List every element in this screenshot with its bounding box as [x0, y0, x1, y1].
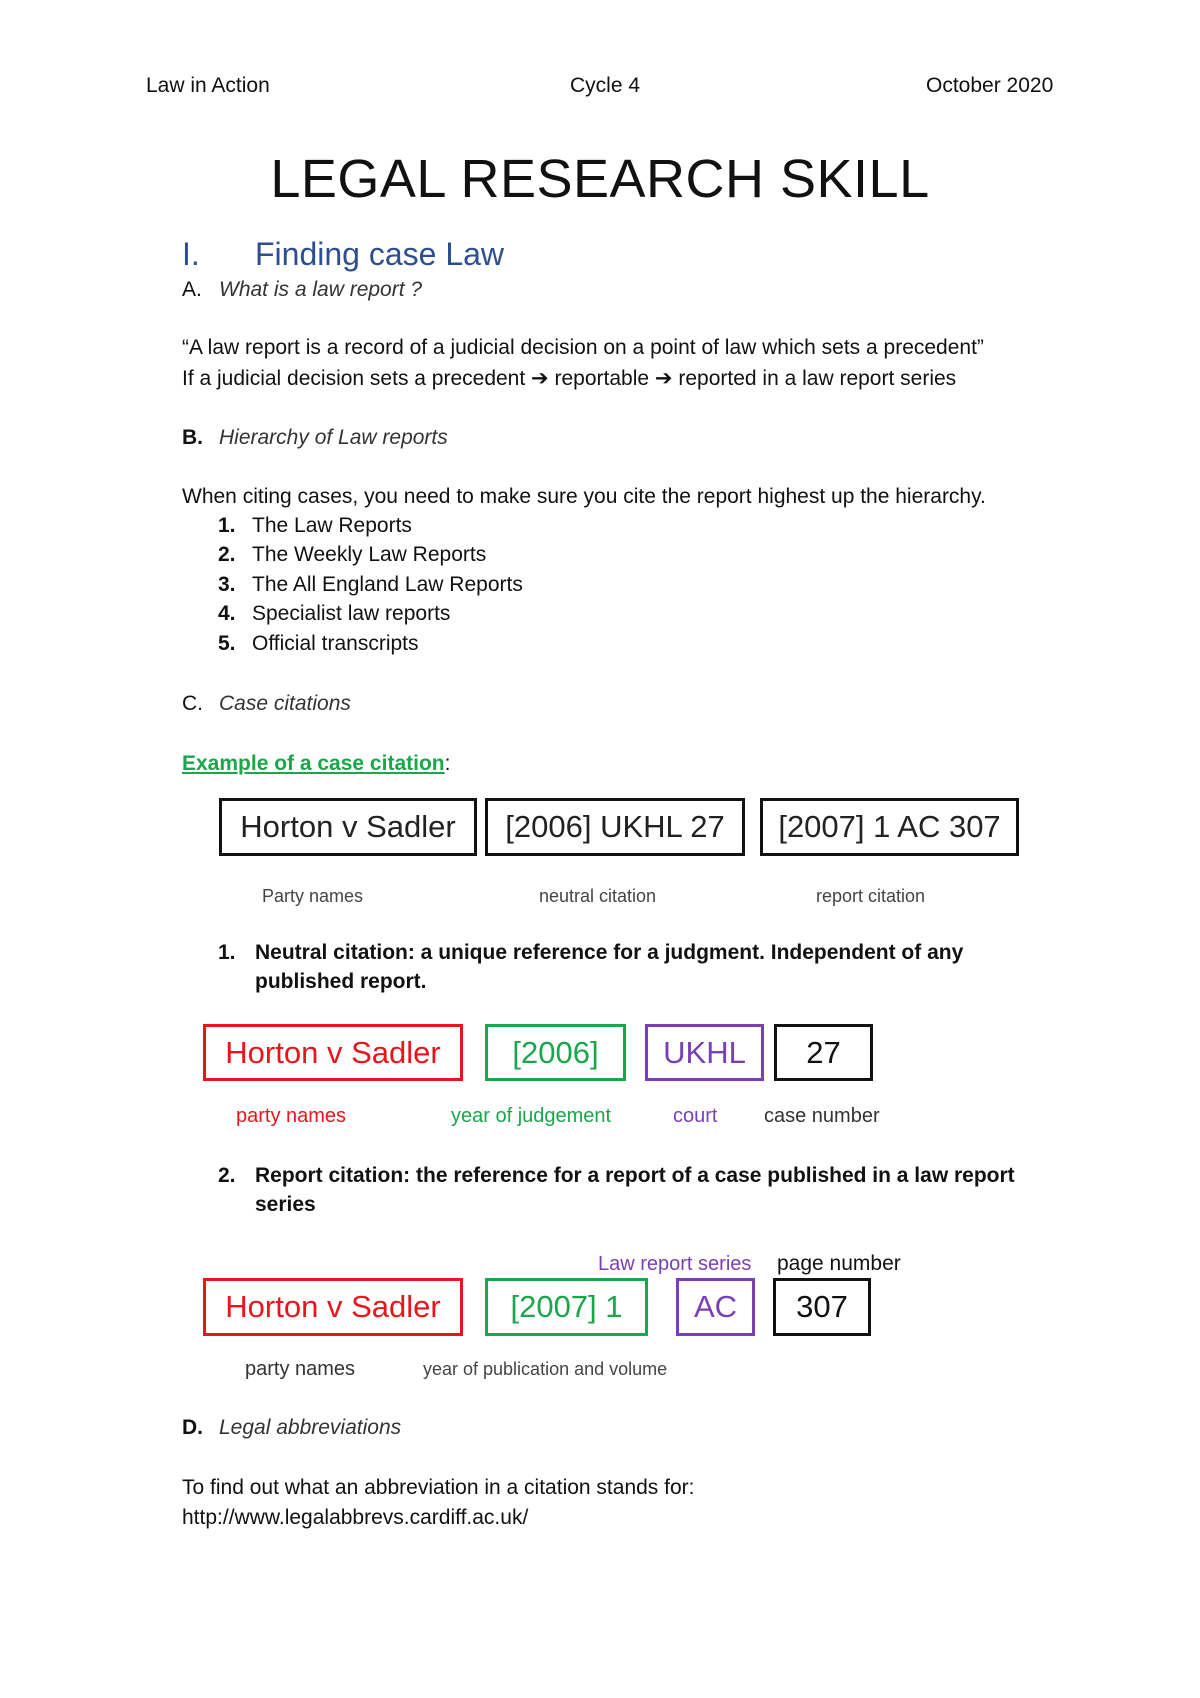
list-number: 4.	[218, 602, 236, 625]
neutral-party-names-box: Horton v Sadler	[203, 1024, 463, 1081]
neutral-court-box: UKHL	[645, 1024, 764, 1081]
arrow-icon: ➔	[531, 367, 549, 390]
hierarchy-item	[218, 602, 450, 626]
header-date: October 2020	[926, 74, 1054, 97]
subsection-d-heading: Legal abbreviations	[219, 1416, 402, 1439]
list-number: 3.	[218, 573, 236, 596]
flow-step-2: reportable	[554, 367, 650, 390]
subsection-a-heading: What is a law report ?	[219, 278, 423, 301]
abbreviation-link[interactable]: http://www.legalabbrevs.cardiff.ac.uk/	[182, 1506, 529, 1529]
example-label-colon: :	[444, 752, 451, 775]
reportable-flow	[182, 366, 956, 391]
hierarchy-intro: When citing cases, you need to make sure you cite the report highest up the hierarchy.	[182, 485, 986, 508]
header-course: Law in Action	[146, 74, 270, 97]
neutral-citation-definition-cont: published report.	[255, 970, 427, 993]
arrow-icon: ➔	[654, 367, 673, 390]
subsection-b-heading: Hierarchy of Law reports	[219, 426, 448, 449]
flow-step-3: reported in a law report series	[678, 367, 957, 390]
example-label-text: Example of a case citation	[182, 752, 445, 775]
report-citation-definition-cont: series	[255, 1193, 316, 1216]
caption-party-names: party names	[245, 1358, 356, 1380]
neutral-citation-number: 1.	[218, 941, 236, 964]
hierarchy-item	[218, 573, 523, 597]
list-text: The All England Law Reports	[252, 573, 523, 596]
list-text: The Weekly Law Reports	[252, 543, 487, 566]
example-label	[182, 752, 450, 776]
page-title: LEGAL RESEARCH SKILL	[270, 149, 930, 209]
caption-party-names: party names	[236, 1105, 347, 1127]
hierarchy-item	[218, 514, 412, 538]
caption-neutral-citation: neutral citation	[539, 886, 657, 906]
caption-court: court	[673, 1105, 718, 1127]
report-party-names-box: Horton v Sadler	[203, 1278, 463, 1336]
subsection-d-letter: D.	[182, 1416, 203, 1439]
caption-year-of-publication: year of publication and volume	[423, 1359, 668, 1379]
subsection-a-letter: A.	[182, 278, 202, 301]
neutral-citation-definition: Neutral citation: a unique reference for a judgment. Independent of any	[255, 941, 964, 964]
section-heading: Finding case Law	[255, 236, 505, 272]
list-number: 1.	[218, 514, 236, 537]
example-report-citation-box: [2007] 1 AC 307	[760, 798, 1019, 856]
section-number: I.	[182, 236, 200, 272]
law-report-definition: “A law report is a record of a judicial decision on a point of law which sets a precedent”	[182, 336, 984, 359]
neutral-year-box: [2006]	[485, 1024, 626, 1081]
abbreviation-instructions: To find out what an abbreviation in a citation stands for:	[182, 1476, 695, 1499]
caption-report-citation: report citation	[816, 886, 926, 906]
subsection-c-letter: C.	[182, 692, 203, 715]
hierarchy-item	[218, 632, 419, 656]
caption-year-of-judgement: year of judgement	[451, 1105, 612, 1127]
list-text: Specialist law reports	[252, 602, 451, 625]
label-page-number: page number	[777, 1252, 901, 1275]
subsection-b-letter: B.	[182, 426, 203, 449]
report-citation-number: 2.	[218, 1164, 236, 1187]
report-citation-definition: Report citation: the reference for a report of a case published in a law report	[255, 1164, 1015, 1187]
hierarchy-item	[218, 543, 486, 567]
caption-party-names: Party names	[262, 886, 364, 906]
list-number: 5.	[218, 632, 236, 655]
list-text: Official transcripts	[252, 632, 419, 655]
subsection-c-heading: Case citations	[219, 692, 351, 715]
report-page-number-box: 307	[773, 1278, 871, 1336]
example-party-names-box: Horton v Sadler	[219, 798, 477, 856]
list-text: The Law Reports	[252, 514, 412, 537]
caption-case-number: case number	[764, 1105, 880, 1127]
example-neutral-citation-box: [2006] UKHL 27	[485, 798, 745, 856]
flow-step-1: If a judicial decision sets a precedent	[182, 367, 526, 390]
label-law-report-series: Law report series	[598, 1253, 752, 1275]
list-number: 2.	[218, 543, 236, 566]
neutral-case-number-box: 27	[774, 1024, 873, 1081]
report-series-box: AC	[676, 1278, 755, 1336]
header-cycle: Cycle 4	[570, 74, 641, 97]
report-year-volume-box: [2007] 1	[485, 1278, 648, 1336]
